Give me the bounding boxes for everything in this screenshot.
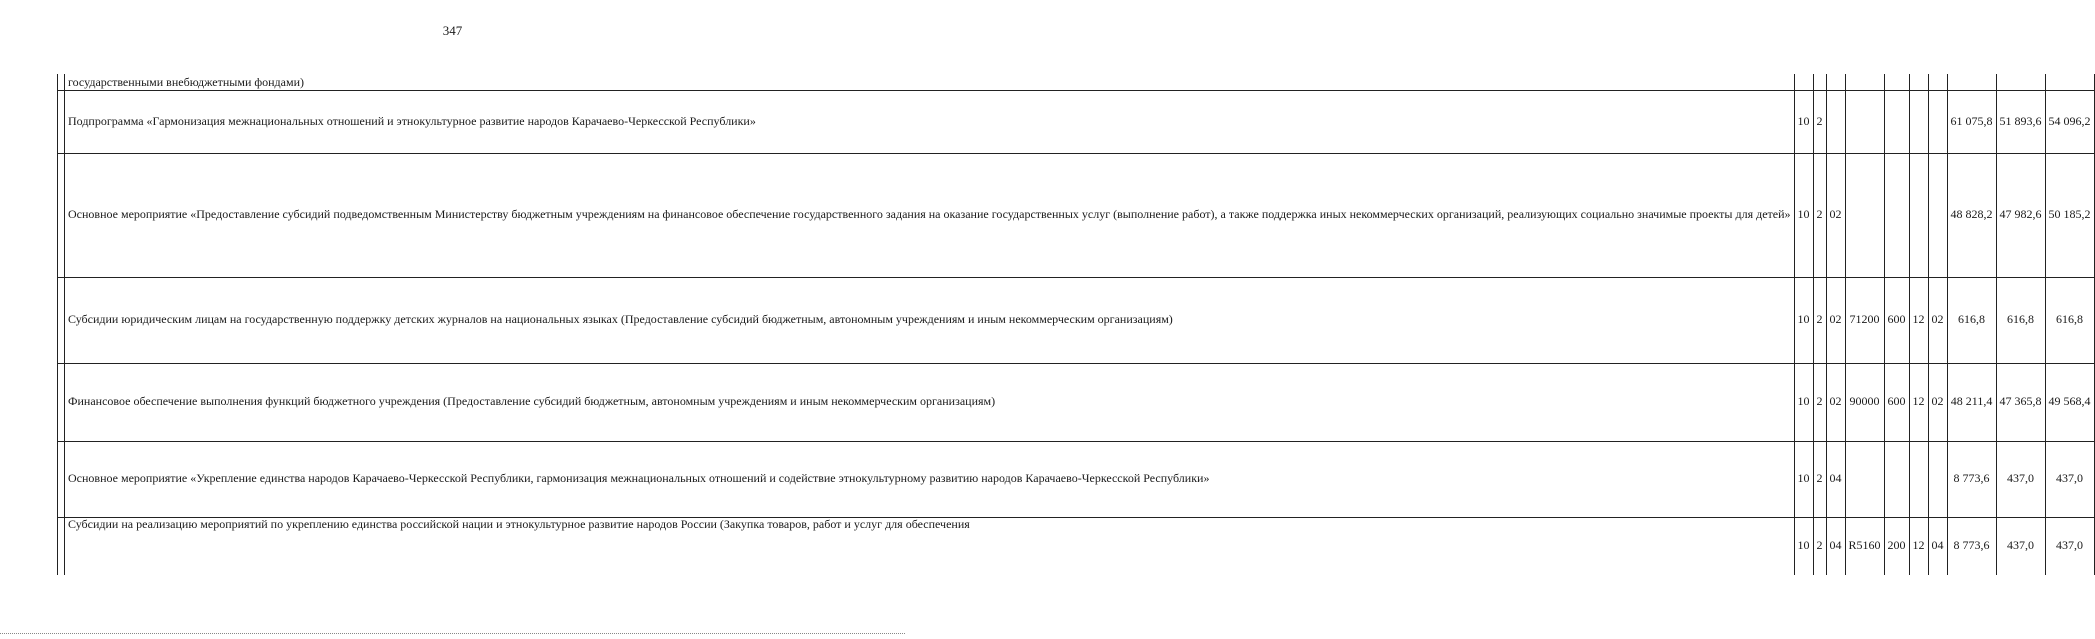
amount-cell: 616,8 xyxy=(2045,277,2094,363)
table-row xyxy=(58,153,2095,277)
code-cell xyxy=(1928,74,1947,90)
table-row xyxy=(58,74,2095,90)
code-cell xyxy=(1813,74,1826,90)
code-cell xyxy=(1845,90,1884,153)
code-cell xyxy=(1884,74,1909,90)
blank-cell xyxy=(58,277,65,363)
code-cell: 12 xyxy=(1909,363,1928,441)
code-cell: 10 xyxy=(1794,277,1813,363)
code-cell: 12 xyxy=(1909,277,1928,363)
code-cell: 10 xyxy=(1794,441,1813,517)
amount-cell: 437,0 xyxy=(2045,517,2094,575)
code-cell: 10 xyxy=(1794,517,1813,575)
code-cell: 600 xyxy=(1884,277,1909,363)
row-name: Субсидии юридическим лицам на государственную поддержку детских журналов на национальных языках (Предоставление субсидий бюджетным, автономным учреждениям и иным некоммерческим организациям) xyxy=(65,277,1795,363)
amount-cell: 437,0 xyxy=(2045,441,2094,517)
table-row xyxy=(58,277,2095,363)
table-row xyxy=(58,363,2095,441)
row-name: Основное мероприятие «Предоставление субсидий подведомственным Министерству бюджетным учреждениям на финансовое обеспечение государственного задания на оказание государственных услуг (выполнение работ), а также поддержка иных некоммерческих организаций, реализующих социально значимые проекты для детей» xyxy=(65,153,1795,277)
code-cell: 71200 xyxy=(1845,277,1884,363)
amount-cell xyxy=(1996,74,2045,90)
amount-cell: 616,8 xyxy=(1947,277,1996,363)
amount-cell: 51 893,6 xyxy=(1996,90,2045,153)
code-cell xyxy=(1909,153,1928,277)
amount-cell: 49 568,4 xyxy=(2045,363,2094,441)
blank-cell xyxy=(58,90,65,153)
code-cell xyxy=(1928,153,1947,277)
row-name: государственными внебюджетными фондами) xyxy=(65,74,1795,90)
code-cell: 12 xyxy=(1909,517,1928,575)
row-name: Основное мероприятие «Укрепление единства народов Карачаево-Черкесской Республики, гармонизация межнациональных отношений и содействие этнокультурному развитию народов Карачаево-Черкесской Республики» xyxy=(65,441,1795,517)
table-row xyxy=(58,441,2095,517)
amount-cell: 48 828,2 xyxy=(1947,153,1996,277)
amount-cell: 437,0 xyxy=(1996,441,2045,517)
code-cell: R5160 xyxy=(1845,517,1884,575)
amount-cell: 8 773,6 xyxy=(1947,441,1996,517)
row-name: Подпрограмма «Гармонизация межнациональных отношений и этнокультурное развитие народов Карачаево-Черкесской Республики» xyxy=(65,90,1795,153)
code-cell: 2 xyxy=(1813,90,1826,153)
code-cell xyxy=(1845,153,1884,277)
code-cell: 04 xyxy=(1826,517,1845,575)
code-cell xyxy=(1928,441,1947,517)
code-cell: 10 xyxy=(1794,90,1813,153)
code-cell xyxy=(1845,74,1884,90)
code-cell: 02 xyxy=(1826,277,1845,363)
code-cell: 02 xyxy=(1928,363,1947,441)
budget-table xyxy=(57,74,2095,575)
amount-cell: 47 982,6 xyxy=(1996,153,2045,277)
scan-edge-divider xyxy=(0,633,905,634)
code-cell xyxy=(1884,441,1909,517)
blank-cell xyxy=(58,74,65,90)
code-cell xyxy=(1845,441,1884,517)
amount-cell: 50 185,2 xyxy=(2045,153,2094,277)
amount-cell xyxy=(1947,74,1996,90)
table-row xyxy=(58,517,2095,575)
blank-cell xyxy=(58,441,65,517)
code-cell: 04 xyxy=(1826,441,1845,517)
code-cell xyxy=(1909,74,1928,90)
code-cell: 600 xyxy=(1884,363,1909,441)
blank-cell xyxy=(58,517,65,575)
code-cell: 04 xyxy=(1928,517,1947,575)
code-cell: 2 xyxy=(1813,363,1826,441)
amount-cell: 47 365,8 xyxy=(1996,363,2045,441)
code-cell: 10 xyxy=(1794,363,1813,441)
code-cell: 02 xyxy=(1826,363,1845,441)
code-cell xyxy=(1928,90,1947,153)
code-cell xyxy=(1794,74,1813,90)
code-cell xyxy=(1826,90,1845,153)
code-cell: 10 xyxy=(1794,153,1813,277)
amount-cell: 616,8 xyxy=(1996,277,2045,363)
code-cell: 200 xyxy=(1884,517,1909,575)
code-cell: 90000 xyxy=(1845,363,1884,441)
amount-cell: 437,0 xyxy=(1996,517,2045,575)
amount-cell xyxy=(2045,74,2094,90)
code-cell: 2 xyxy=(1813,153,1826,277)
amount-cell: 8 773,6 xyxy=(1947,517,1996,575)
row-name: Субсидии на реализацию мероприятий по укреплению единства российской нации и этнокультурное развитие народов России (Закупка товаров, работ и услуг для обеспечения xyxy=(65,517,1795,575)
amount-cell: 54 096,2 xyxy=(2045,90,2094,153)
row-name: Финансовое обеспечение выполнения функций бюджетного учреждения (Предоставление субсидий бюджетным, автономным учреждениям и иным некоммерческим организациям) xyxy=(65,363,1795,441)
code-cell: 2 xyxy=(1813,441,1826,517)
code-cell: 02 xyxy=(1826,153,1845,277)
blank-cell xyxy=(58,363,65,441)
code-cell xyxy=(1884,153,1909,277)
code-cell: 2 xyxy=(1813,517,1826,575)
page-number: 347 xyxy=(442,23,463,38)
amount-cell: 48 211,4 xyxy=(1947,363,1996,441)
table-row xyxy=(58,90,2095,153)
blank-cell xyxy=(58,153,65,277)
code-cell xyxy=(1826,74,1845,90)
code-cell xyxy=(1884,90,1909,153)
code-cell xyxy=(1909,441,1928,517)
amount-cell: 61 075,8 xyxy=(1947,90,1996,153)
code-cell xyxy=(1909,90,1928,153)
code-cell: 02 xyxy=(1928,277,1947,363)
code-cell: 2 xyxy=(1813,277,1826,363)
